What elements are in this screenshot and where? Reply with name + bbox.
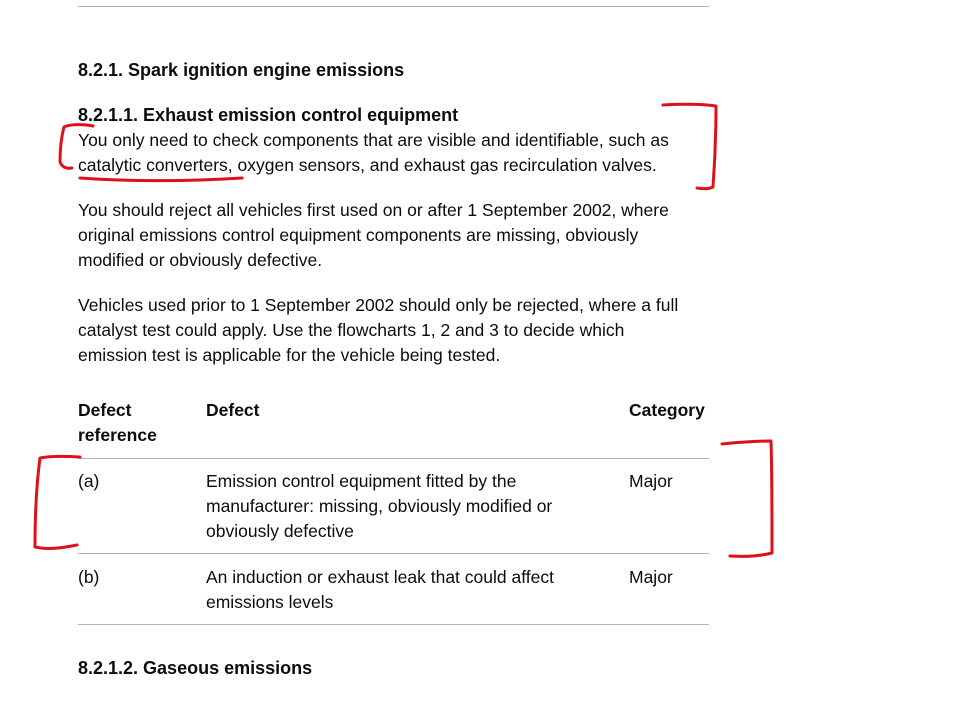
header-category: Category (629, 400, 705, 420)
defect-line: emissions levels (206, 592, 334, 612)
row-defect (206, 565, 554, 615)
defect-line: An induction or exhaust leak that could affect (206, 567, 554, 587)
paragraph-line: modified or obviously defective. (78, 250, 323, 270)
defect-line: manufacturer: missing, obviously modified or (206, 496, 553, 516)
paragraph-line: catalytic converters, oxygen sensors, and exhaust gas recirculation valves. (78, 155, 657, 175)
paragraph-reject-rule (78, 198, 669, 273)
paragraph-line: catalyst test could apply. Use the flowcharts 1, 2 and 3 to decide which (78, 320, 625, 340)
annotation-underline (80, 178, 242, 181)
subsection-heading: 8.2.1.1. Exhaust emission control equipment (78, 105, 459, 125)
row-defect (206, 469, 552, 544)
annotation-right-bracket-top (663, 104, 716, 188)
defect-line: obviously defective (206, 521, 354, 541)
paragraph-components (78, 128, 669, 178)
paragraph-line: You should reject all vehicles first used on or after 1 September 2002, where (78, 200, 669, 220)
next-subsection-heading: 8.2.1.2. Gaseous emissions (78, 658, 313, 678)
table-bottom-divider (78, 624, 709, 625)
annotation-right-bracket-bottom (722, 441, 772, 556)
annotation-left-bracket-bottom (35, 456, 80, 548)
paragraph-line: emission test is applicable for the vehicle being tested. (78, 345, 501, 365)
table-row-divider (78, 553, 709, 554)
top-divider (78, 6, 709, 7)
row-reference: (b) (78, 567, 100, 587)
paragraph-line: Vehicles used prior to 1 September 2002 should only be rejected, where a full (78, 295, 679, 315)
defect-line: Emission control equipment fitted by the (206, 471, 517, 491)
paragraph-prior-vehicles (78, 293, 678, 368)
row-category: Major (629, 567, 673, 587)
header-line: reference (78, 425, 157, 445)
header-defect: Defect (206, 400, 260, 420)
section-heading: 8.2.1. Spark ignition engine emissions (78, 60, 405, 80)
row-reference: (a) (78, 471, 100, 491)
paragraph-line: You only need to check components that are visible and identifiable, such as (78, 130, 669, 150)
header-line: Defect (78, 400, 132, 420)
table-row-divider (78, 458, 709, 459)
header-defect-reference (78, 398, 157, 448)
paragraph-line: original emissions control equipment components are missing, obviously (78, 225, 639, 245)
row-category: Major (629, 471, 673, 491)
